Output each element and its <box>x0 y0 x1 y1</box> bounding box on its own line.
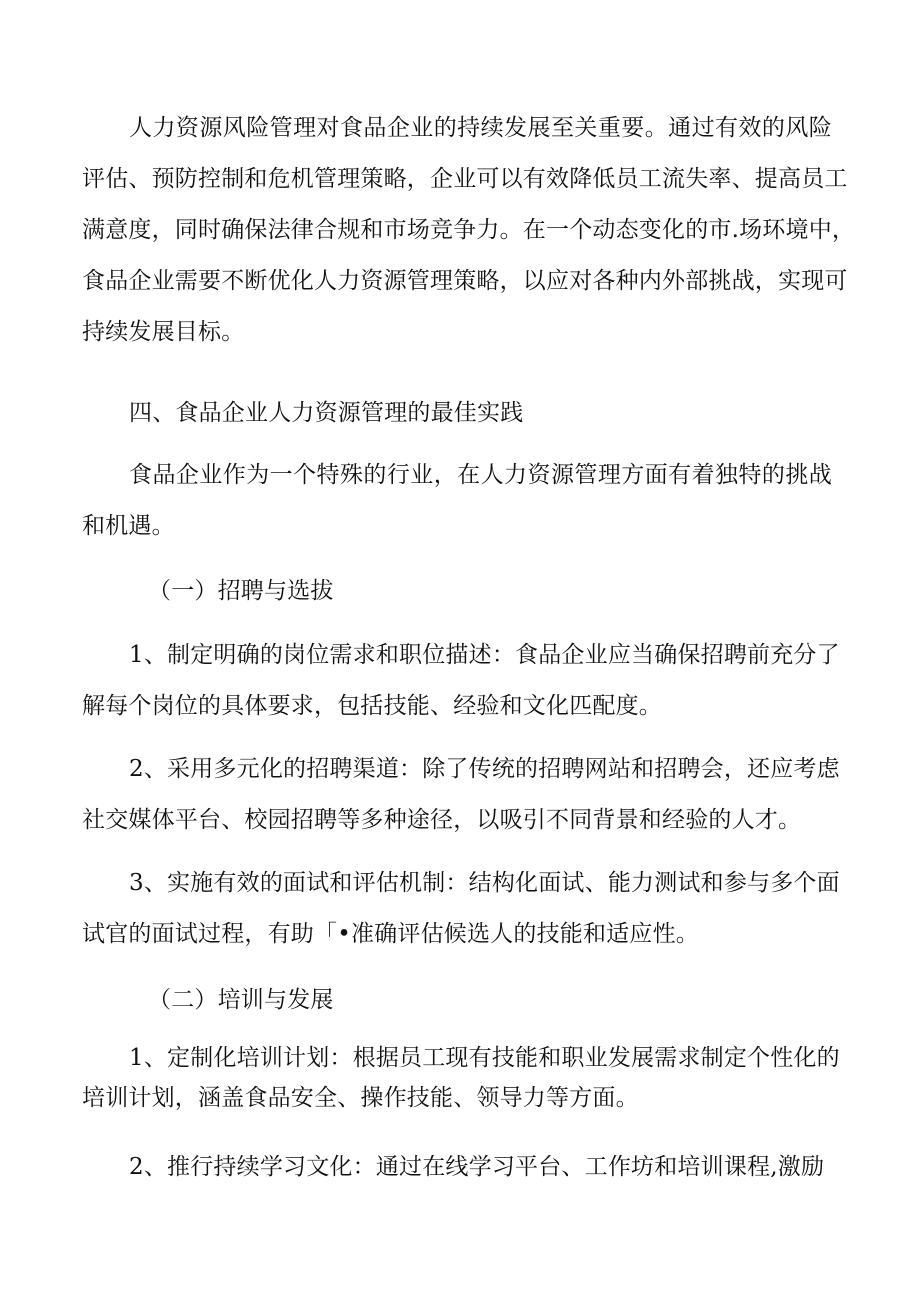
text-line: 食品企业需要不断优化人力资源管理策略，以应对各种内外部挑战，实现可 <box>82 268 848 294</box>
list-item <box>82 630 840 732</box>
text-line: 2、推行持续学习文化：通过在线学习平台、工作坊和培训课程,激励 <box>129 1154 825 1180</box>
list-item <box>82 858 840 960</box>
text-line: 培训计划，涵盖食品安全、操作技能、领导力等方面。 <box>82 1085 639 1111</box>
text-line: 满意度，同时确保法律合规和市场竞争力。在一个动态变化的市.场环境中， <box>82 217 856 243</box>
list-item <box>82 744 840 846</box>
text-line: 1、制定明确的岗位需求和职位描述：食品企业应当确保招聘前充分了 <box>129 642 840 668</box>
text-line: 1、定制化培训计划：根据员工现有技能和职业发展需求制定个性化的 <box>129 1045 840 1071</box>
paragraph-intro <box>82 450 832 552</box>
subsection-title-training: （二）培训与发展 <box>148 987 334 1013</box>
text-line: 试官的面试过程，有助「•准确评估候选人的技能和适应性。 <box>82 921 699 947</box>
text-line: 食品企业作为一个特殊的行业，在人力资源管理方面有着独特的挑战 <box>129 462 832 488</box>
text-line: 和机遇。 <box>82 513 175 539</box>
text-line: 社交媒体平台、校园招聘等多种途径，以吸引不同背景和经验的人才。 <box>82 807 802 833</box>
subsection-title-recruitment: （一）招聘与选拔 <box>148 578 334 604</box>
text-line: 解每个岗位的具体要求，包括技能、经验和文化匹配度。 <box>82 693 662 719</box>
list-item <box>82 1038 840 1118</box>
section-title: 四、食品企业人力资源管理的最佳实践 <box>129 400 524 426</box>
paragraph-risk-management <box>82 103 856 358</box>
text-line: 人力资源风险管理对食品企业的持续发展至关重要。通过有效的风险 <box>129 115 832 141</box>
list-item <box>82 1142 832 1193</box>
text-line: 2、采用多元化的招聘渠道：除了传统的招聘网站和招聘会，还应考虑 <box>129 756 840 782</box>
text-line: 评估、预防控制和危机管理策略，企业可以有效降低员工流失率、提高员工 <box>82 166 848 192</box>
text-line: 持续发展目标。 <box>82 319 245 345</box>
text-line: 3、实施有效的面试和评估机制：结构化面试、能力测试和参与多个面 <box>129 870 840 896</box>
